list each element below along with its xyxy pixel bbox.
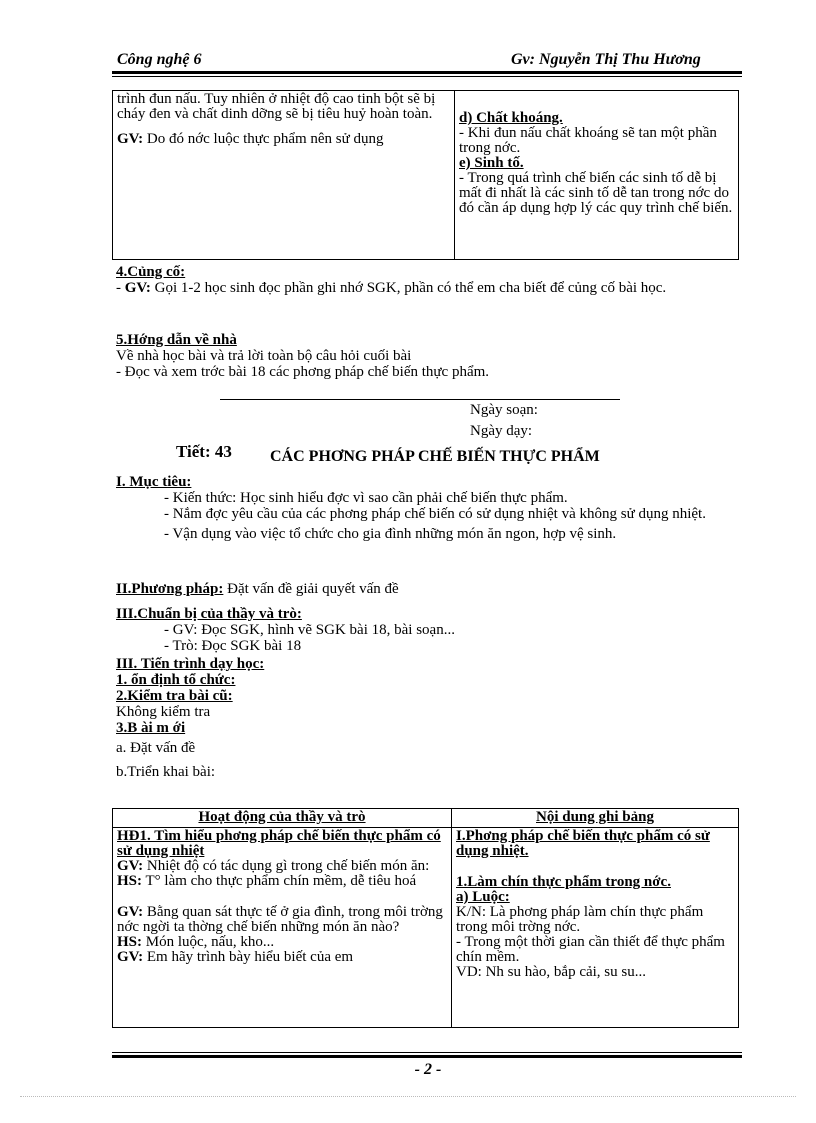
gv3	[117, 950, 447, 965]
gv-label: GV:	[117, 904, 144, 920]
right-t1: K/N: Là phơng pháp làm chín thực phẩm trong môi trờng nớc.	[456, 904, 704, 935]
gv-label: GV:	[117, 131, 144, 147]
section-huong-dan	[116, 332, 736, 380]
gv2	[117, 905, 447, 935]
hs1-text: T° làm cho thực phẩm chín mềm, dễ tiêu hoá	[142, 873, 417, 889]
header-rule-thin	[112, 76, 742, 77]
top-table-right-cell	[455, 91, 739, 260]
phuong-phap-heading: II.Phương pháp:	[116, 581, 224, 597]
right-t3: VD: Nh su hào, bắp cải, su su...	[456, 964, 646, 980]
chuan-bi-l1: - GV: Đọc SGK, hình vẽ SGK bài 18, bài soạn...	[164, 622, 455, 638]
section-phuong-phap	[116, 581, 399, 598]
muc-tieu-l2: - Nắm đợc yêu cầu của các phơng pháp chế biến có sử dụng nhiệt và không sử dụng nhiệt.	[164, 506, 706, 522]
gv-text: Do đó nớc luộc thực phẩm nên sử dụng	[143, 131, 384, 147]
right-h1: I.Phơng pháp chế biến thực phẩm có sử dụng nhiệt.	[456, 828, 710, 859]
d-text: - Khi đun nấu chất khoáng sẽ tan một phần trong nớc.	[459, 125, 717, 156]
gv-label: GV:	[117, 858, 144, 874]
section-chuan-bi	[116, 606, 736, 654]
hd1-heading: HĐ1. Tìm hiểu phơng pháp chế biến thực phẩm có sử dụng nhiệt	[117, 828, 441, 859]
phuong-phap-text: Đặt vấn đề giải quyết vấn đề	[223, 581, 399, 597]
right-t2: - Trong một thời gian cần thiết để thực phẩm chín mềm.	[456, 934, 725, 965]
footer-rule-thin	[112, 1052, 742, 1053]
section-cung-co	[116, 264, 736, 296]
huong-dan-line2: - Đọc và xem trớc bài 18 các phơng pháp chế biến thực phẩm.	[116, 364, 490, 380]
top-left-gv	[117, 132, 450, 147]
dat-van-de: a. Đặt vấn đề	[116, 740, 196, 756]
ngay-soan: Ngày soạn:	[470, 402, 538, 418]
e-heading: e) Sinh tố.	[459, 155, 524, 171]
gv1	[117, 859, 447, 874]
huong-dan-line1: Về nhà học bài và trả lời toàn bộ câu hỏi cuối bài	[116, 348, 412, 364]
top-table	[112, 90, 739, 260]
muc-tieu-l3: - Vận dụng vào việc tổ chức cho gia đình những món ăn ngon, hợp vệ sinh.	[164, 526, 617, 542]
th-hoat-dong: Hoạt động của thầy và trò	[113, 809, 452, 828]
cung-co-body: Gọi 1-2 học sinh đọc phần ghi nhớ SGK, phần có thể em cha biết để củng cố bài học.	[150, 280, 667, 296]
bottom-right-cell	[452, 828, 739, 1028]
muc-tieu-heading: I. Mục tiêu:	[116, 474, 192, 490]
header-rule-thick	[112, 71, 742, 74]
page-bottom-dotted-line	[20, 1096, 796, 1097]
huong-dan-heading: 5.Hớng dẫn về nhà	[116, 332, 237, 348]
chuan-bi-heading: III.Chuẩn bị của thầy và trò:	[116, 606, 302, 622]
right-h2: 1.Làm chín thực phẩm trong nớc.	[456, 874, 671, 890]
top-left-text: trình đun nấu. Tuy nhiên ở nhiệt độ cao tinh bột sẽ bị cháy đen và chất dinh dỡng sẽ bị tiêu huỷ hoàn toàn.	[117, 91, 436, 122]
hs-label: HS:	[117, 934, 143, 950]
bottom-table	[112, 808, 739, 1028]
d-heading: d) Chất khoáng.	[459, 110, 563, 126]
on-dinh: 1. ổn định tổ chức:	[116, 672, 236, 688]
hs-label: HS:	[117, 873, 143, 889]
lesson-title: CÁC PHƠNG PHÁP CHẾ BIẾN THỰC PHẨM	[270, 448, 600, 465]
cung-co-text	[116, 280, 736, 296]
gv1-text: Nhiệt độ có tác dụng gì trong chế biến món ăn:	[143, 858, 430, 874]
cung-co-heading: 4.Củng cố:	[116, 264, 186, 280]
hs1	[117, 874, 447, 889]
page-number: - 2 -	[414, 1061, 442, 1078]
bottom-left-cell	[113, 828, 452, 1028]
hs2-text: Món luộc, nấu, kho...	[142, 934, 275, 950]
header-right: Gv: Nguyễn Thị Thu Hương	[511, 51, 701, 68]
th-noi-dung: Nội dung ghi bảng	[452, 809, 739, 828]
footer-rule-thick	[112, 1055, 742, 1058]
separator-line	[220, 399, 620, 400]
kiem-tra-text: Không kiểm tra	[116, 704, 211, 720]
kiem-tra: 2.Kiểm tra bài cũ:	[116, 688, 233, 704]
top-table-left-cell	[113, 91, 455, 260]
trien-khai: b.Triển khai bài:	[116, 764, 216, 780]
section-tien-trinh	[116, 656, 736, 780]
chuan-bi-l2: - Trò: Đọc SGK bài 18	[164, 638, 302, 654]
right-h3: a) Luộc:	[456, 889, 510, 905]
header-left: Công nghệ 6	[117, 51, 202, 68]
hs2	[117, 935, 447, 950]
ngay-day: Ngày dạy:	[470, 423, 533, 439]
gv2-text: Bằng quan sát thực tế ở gia đình, trong môi trờng nớc ngời ta thờng chế biến những món ăn nào?	[117, 904, 443, 935]
gv-label: GV:	[117, 949, 144, 965]
e-text: - Trong quá trình chế biến các sinh tố dễ bị mất đi nhất là các sinh tố dễ tan trong nớc do đó cần áp dụng hợp lý các quy trình chế biến.	[459, 170, 733, 216]
tiet-number: Tiết: 43	[176, 442, 232, 461]
gv3-text: Em hãy trình bày hiểu biết của em	[143, 949, 354, 965]
tien-trinh-heading: III. Tiến trình dạy học:	[116, 656, 265, 672]
section-muc-tieu	[116, 474, 738, 542]
gv-label: GV:	[124, 280, 151, 296]
bai-moi: 3.B ài m ới	[116, 720, 186, 736]
muc-tieu-l1: - Kiến thức: Học sinh hiểu đợc vì sao cần phải chế biến thực phẩm.	[164, 490, 568, 506]
dash: -	[116, 280, 125, 296]
